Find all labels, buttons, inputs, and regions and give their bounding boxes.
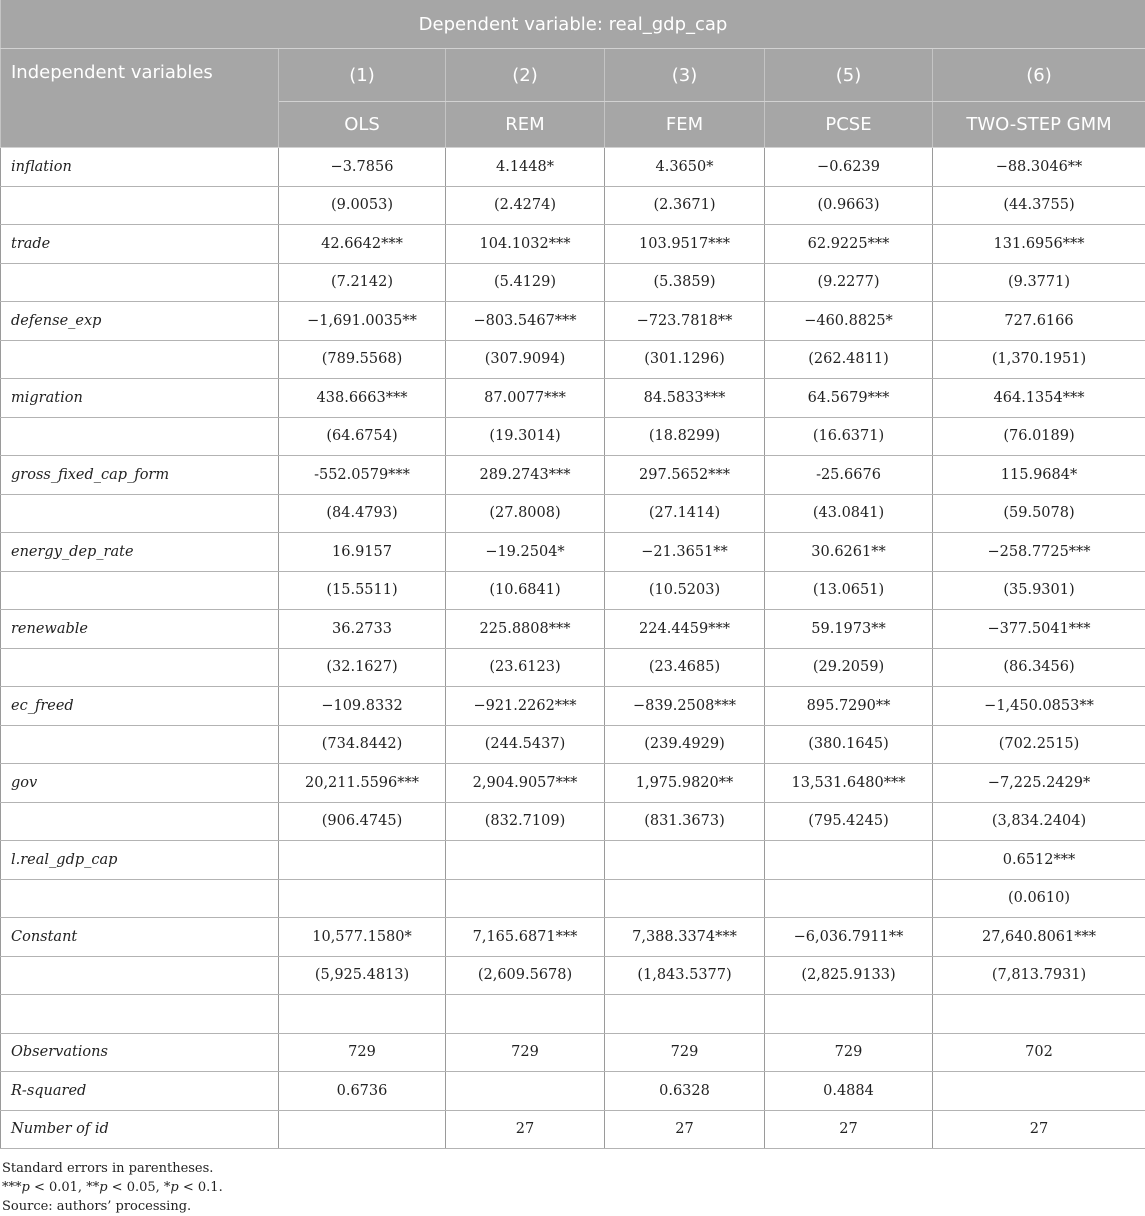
table-cell: (84.4793) — [279, 494, 446, 533]
table-cell: −109.8332 — [279, 687, 446, 726]
method-header: PCSE — [765, 102, 933, 148]
table-row — [1, 841, 1145, 880]
table-cell: −258.7725*** — [933, 533, 1145, 572]
table-cell — [933, 995, 1145, 1034]
table-cell: 729 — [279, 1033, 446, 1072]
table-cell: (3,834.2404) — [933, 802, 1145, 841]
table-cell: (7,813.7931) — [933, 956, 1145, 995]
table-cell: 727.6166 — [933, 302, 1145, 341]
table-cell: (239.4929) — [605, 725, 765, 764]
method-header: FEM — [605, 102, 765, 148]
notes-standard-errors: Standard errors in parentheses. — [2, 1159, 1145, 1178]
table-cell: 27 — [933, 1110, 1145, 1149]
table-cell: (5.3859) — [605, 263, 765, 302]
table-cell: (16.6371) — [765, 417, 933, 456]
notes-significance: ***p < 0.01, **p < 0.05, *p < 0.1. — [2, 1178, 1145, 1197]
table-cell: (32.1627) — [279, 648, 446, 687]
table-cell: 0.6736 — [279, 1072, 446, 1111]
table-cell: −19.2504* — [446, 533, 605, 572]
table-cell: (2.4274) — [446, 186, 605, 225]
method-header: REM — [446, 102, 605, 148]
table-row — [1, 879, 1145, 918]
table-cell: (29.2059) — [765, 648, 933, 687]
variable-label — [1, 648, 279, 687]
table-row — [1, 648, 1145, 687]
column-number: (1) — [279, 49, 446, 102]
table-cell: (27.1414) — [605, 494, 765, 533]
table-cell: (5,925.4813) — [279, 956, 446, 995]
table-cell: 27 — [446, 1110, 605, 1149]
table-row — [1, 456, 1145, 495]
table-row — [1, 764, 1145, 803]
table-row — [1, 802, 1145, 841]
variable-label: trade — [1, 225, 279, 264]
table-cell: −0.6239 — [765, 148, 933, 187]
variable-label: R-squared — [1, 1072, 279, 1111]
table-cell: 115.9684* — [933, 456, 1145, 495]
variable-label — [1, 879, 279, 918]
table-cell: (2,825.9133) — [765, 956, 933, 995]
method-header: OLS — [279, 102, 446, 148]
table-cell: −1,450.0853** — [933, 687, 1145, 726]
independent-variables-header: Independent variables — [1, 49, 279, 148]
table-cell: 4.3650* — [605, 148, 765, 187]
variable-label — [1, 340, 279, 379]
column-number: (3) — [605, 49, 765, 102]
table-row — [1, 148, 1145, 187]
table-cell: (307.9094) — [446, 340, 605, 379]
table-cell: 0.6512*** — [933, 841, 1145, 880]
table-cell: −7,225.2429* — [933, 764, 1145, 803]
table-cell: (2.3671) — [605, 186, 765, 225]
table-cell: (1,370.1951) — [933, 340, 1145, 379]
table-cell: −839.2508*** — [605, 687, 765, 726]
table-row — [1, 533, 1145, 572]
variable-label — [1, 802, 279, 841]
table-notes — [0, 1159, 1145, 1216]
table-cell: 7,165.6871*** — [446, 918, 605, 957]
table-cell: (5.4129) — [446, 263, 605, 302]
table-cell: (301.1296) — [605, 340, 765, 379]
table-cell — [446, 841, 605, 880]
table-cell: (789.5568) — [279, 340, 446, 379]
table-cell: 0.6328 — [605, 1072, 765, 1111]
table-row — [1, 340, 1145, 379]
method-header: TWO-STEP GMM — [933, 102, 1145, 148]
table-cell: 62.9225*** — [765, 225, 933, 264]
table-cell — [765, 879, 933, 918]
table-cell: 36.2733 — [279, 610, 446, 649]
table-body — [1, 148, 1145, 1149]
table-cell: (13.0651) — [765, 571, 933, 610]
table-cell: −6,036.7911** — [765, 918, 933, 957]
table-cell: 0.4884 — [765, 1072, 933, 1111]
table-cell: −803.5467*** — [446, 302, 605, 341]
table-cell: −723.7818** — [605, 302, 765, 341]
table-cell — [605, 841, 765, 880]
table-cell: -25.6676 — [765, 456, 933, 495]
table-row — [1, 186, 1145, 225]
table-cell — [446, 1072, 605, 1111]
table-cell: 297.5652*** — [605, 456, 765, 495]
table-cell: 87.0077*** — [446, 379, 605, 418]
column-number: (2) — [446, 49, 605, 102]
table-row — [1, 1072, 1145, 1111]
table-cell: (832.7109) — [446, 802, 605, 841]
table-cell: (44.3755) — [933, 186, 1145, 225]
table-cell: 104.1032*** — [446, 225, 605, 264]
variable-label: energy_dep_rate — [1, 533, 279, 572]
table-row — [1, 956, 1145, 995]
table-cell: 895.7290** — [765, 687, 933, 726]
column-number: (5) — [765, 49, 933, 102]
table-cell: −3.7856 — [279, 148, 446, 187]
table-cell: (43.0841) — [765, 494, 933, 533]
table-cell: (86.3456) — [933, 648, 1145, 687]
table-cell — [765, 841, 933, 880]
table-cell: 27 — [605, 1110, 765, 1149]
table-cell: (76.0189) — [933, 417, 1145, 456]
table-cell: 7,388.3374*** — [605, 918, 765, 957]
variable-label: Number of id — [1, 1110, 279, 1149]
table-cell: (27.8008) — [446, 494, 605, 533]
variable-label: inflation — [1, 148, 279, 187]
table-cell: (9.0053) — [279, 186, 446, 225]
table-row — [1, 918, 1145, 957]
table-cell: 103.9517*** — [605, 225, 765, 264]
table-cell: (10.6841) — [446, 571, 605, 610]
table-cell: (906.4745) — [279, 802, 446, 841]
table-row — [1, 379, 1145, 418]
variable-label: l.real_gdp_cap — [1, 841, 279, 880]
table-cell: 464.1354*** — [933, 379, 1145, 418]
table-cell: (9.2277) — [765, 263, 933, 302]
table-cell: (0.0610) — [933, 879, 1145, 918]
table-cell: (795.4245) — [765, 802, 933, 841]
table-cell: (15.5511) — [279, 571, 446, 610]
table-row — [1, 1033, 1145, 1072]
table-cell: 131.6956*** — [933, 225, 1145, 264]
table-row — [1, 571, 1145, 610]
table-cell: (262.4811) — [765, 340, 933, 379]
variable-label — [1, 995, 279, 1034]
table-cell: −921.2262*** — [446, 687, 605, 726]
table-cell: 59.1973** — [765, 610, 933, 649]
table-cell: 64.5679*** — [765, 379, 933, 418]
table-cell — [446, 879, 605, 918]
table-cell — [279, 1110, 446, 1149]
table-cell: −21.3651** — [605, 533, 765, 572]
variable-label — [1, 725, 279, 764]
table-cell: 27 — [765, 1110, 933, 1149]
table-cell — [765, 995, 933, 1034]
table-cell: (702.2515) — [933, 725, 1145, 764]
table-cell: −1,691.0035** — [279, 302, 446, 341]
variable-label — [1, 494, 279, 533]
table-row — [1, 610, 1145, 649]
table-cell: (10.5203) — [605, 571, 765, 610]
table-row — [1, 417, 1145, 456]
variable-label — [1, 263, 279, 302]
table-cell: (18.8299) — [605, 417, 765, 456]
table-cell: (734.8442) — [279, 725, 446, 764]
table-cell — [605, 879, 765, 918]
table-cell — [279, 879, 446, 918]
table-row — [1, 263, 1145, 302]
table-cell: 42.6642*** — [279, 225, 446, 264]
table-cell: 10,577.1580* — [279, 918, 446, 957]
table-row — [1, 225, 1145, 264]
table-cell: 702 — [933, 1033, 1145, 1072]
table-cell — [279, 995, 446, 1034]
variable-label: Constant — [1, 918, 279, 957]
table-cell: −460.8825* — [765, 302, 933, 341]
variable-label — [1, 571, 279, 610]
dependent-variable-header: Dependent variable: real_gdp_cap — [1, 0, 1145, 49]
table-cell: 729 — [605, 1033, 765, 1072]
variable-label: gross_fixed_cap_form — [1, 456, 279, 495]
table-cell: 1,975.9820** — [605, 764, 765, 803]
table-row — [1, 725, 1145, 764]
table-cell — [279, 841, 446, 880]
table-cell: (59.5078) — [933, 494, 1145, 533]
table-cell: (380.1645) — [765, 725, 933, 764]
table-row — [1, 687, 1145, 726]
table-cell: 2,904.9057*** — [446, 764, 605, 803]
table-cell: 27,640.8061*** — [933, 918, 1145, 957]
variable-label: migration — [1, 379, 279, 418]
table-cell: 30.6261** — [765, 533, 933, 572]
table-cell: −88.3046** — [933, 148, 1145, 187]
table-cell: -552.0579*** — [279, 456, 446, 495]
variable-label — [1, 956, 279, 995]
variable-label: gov — [1, 764, 279, 803]
table-cell — [446, 995, 605, 1034]
table-cell: 224.4459*** — [605, 610, 765, 649]
table-cell: 438.6663*** — [279, 379, 446, 418]
table-cell: 729 — [765, 1033, 933, 1072]
table-cell: (7.2142) — [279, 263, 446, 302]
table-row — [1, 494, 1145, 533]
table-cell — [933, 1072, 1145, 1111]
table-cell: (35.9301) — [933, 571, 1145, 610]
table-cell: −377.5041*** — [933, 610, 1145, 649]
table-cell: 16.9157 — [279, 533, 446, 572]
table-cell: 20,211.5596*** — [279, 764, 446, 803]
variable-label: renewable — [1, 610, 279, 649]
table-cell: 13,531.6480*** — [765, 764, 933, 803]
table-cell: (23.4685) — [605, 648, 765, 687]
table-cell: (1,843.5377) — [605, 956, 765, 995]
table-cell — [605, 995, 765, 1034]
table-cell: 4.1448* — [446, 148, 605, 187]
table-cell: (19.3014) — [446, 417, 605, 456]
notes-source: Source: authors’ processing. — [2, 1197, 1145, 1216]
table-cell: 289.2743*** — [446, 456, 605, 495]
variable-label: ec_freed — [1, 687, 279, 726]
table-cell: (2,609.5678) — [446, 956, 605, 995]
table-cell: (244.5437) — [446, 725, 605, 764]
variable-label: Observations — [1, 1033, 279, 1072]
table-cell: 84.5833*** — [605, 379, 765, 418]
variable-label: defense_exp — [1, 302, 279, 341]
table-cell: (0.9663) — [765, 186, 933, 225]
table-cell: 729 — [446, 1033, 605, 1072]
table-row — [1, 302, 1145, 341]
table-row — [1, 1110, 1145, 1149]
table-cell: (9.3771) — [933, 263, 1145, 302]
table-cell: (831.3673) — [605, 802, 765, 841]
variable-label — [1, 186, 279, 225]
table-cell: (23.6123) — [446, 648, 605, 687]
table-cell: (64.6754) — [279, 417, 446, 456]
column-number: (6) — [933, 49, 1145, 102]
table-cell: 225.8808*** — [446, 610, 605, 649]
variable-label — [1, 417, 279, 456]
table-row — [1, 995, 1145, 1034]
